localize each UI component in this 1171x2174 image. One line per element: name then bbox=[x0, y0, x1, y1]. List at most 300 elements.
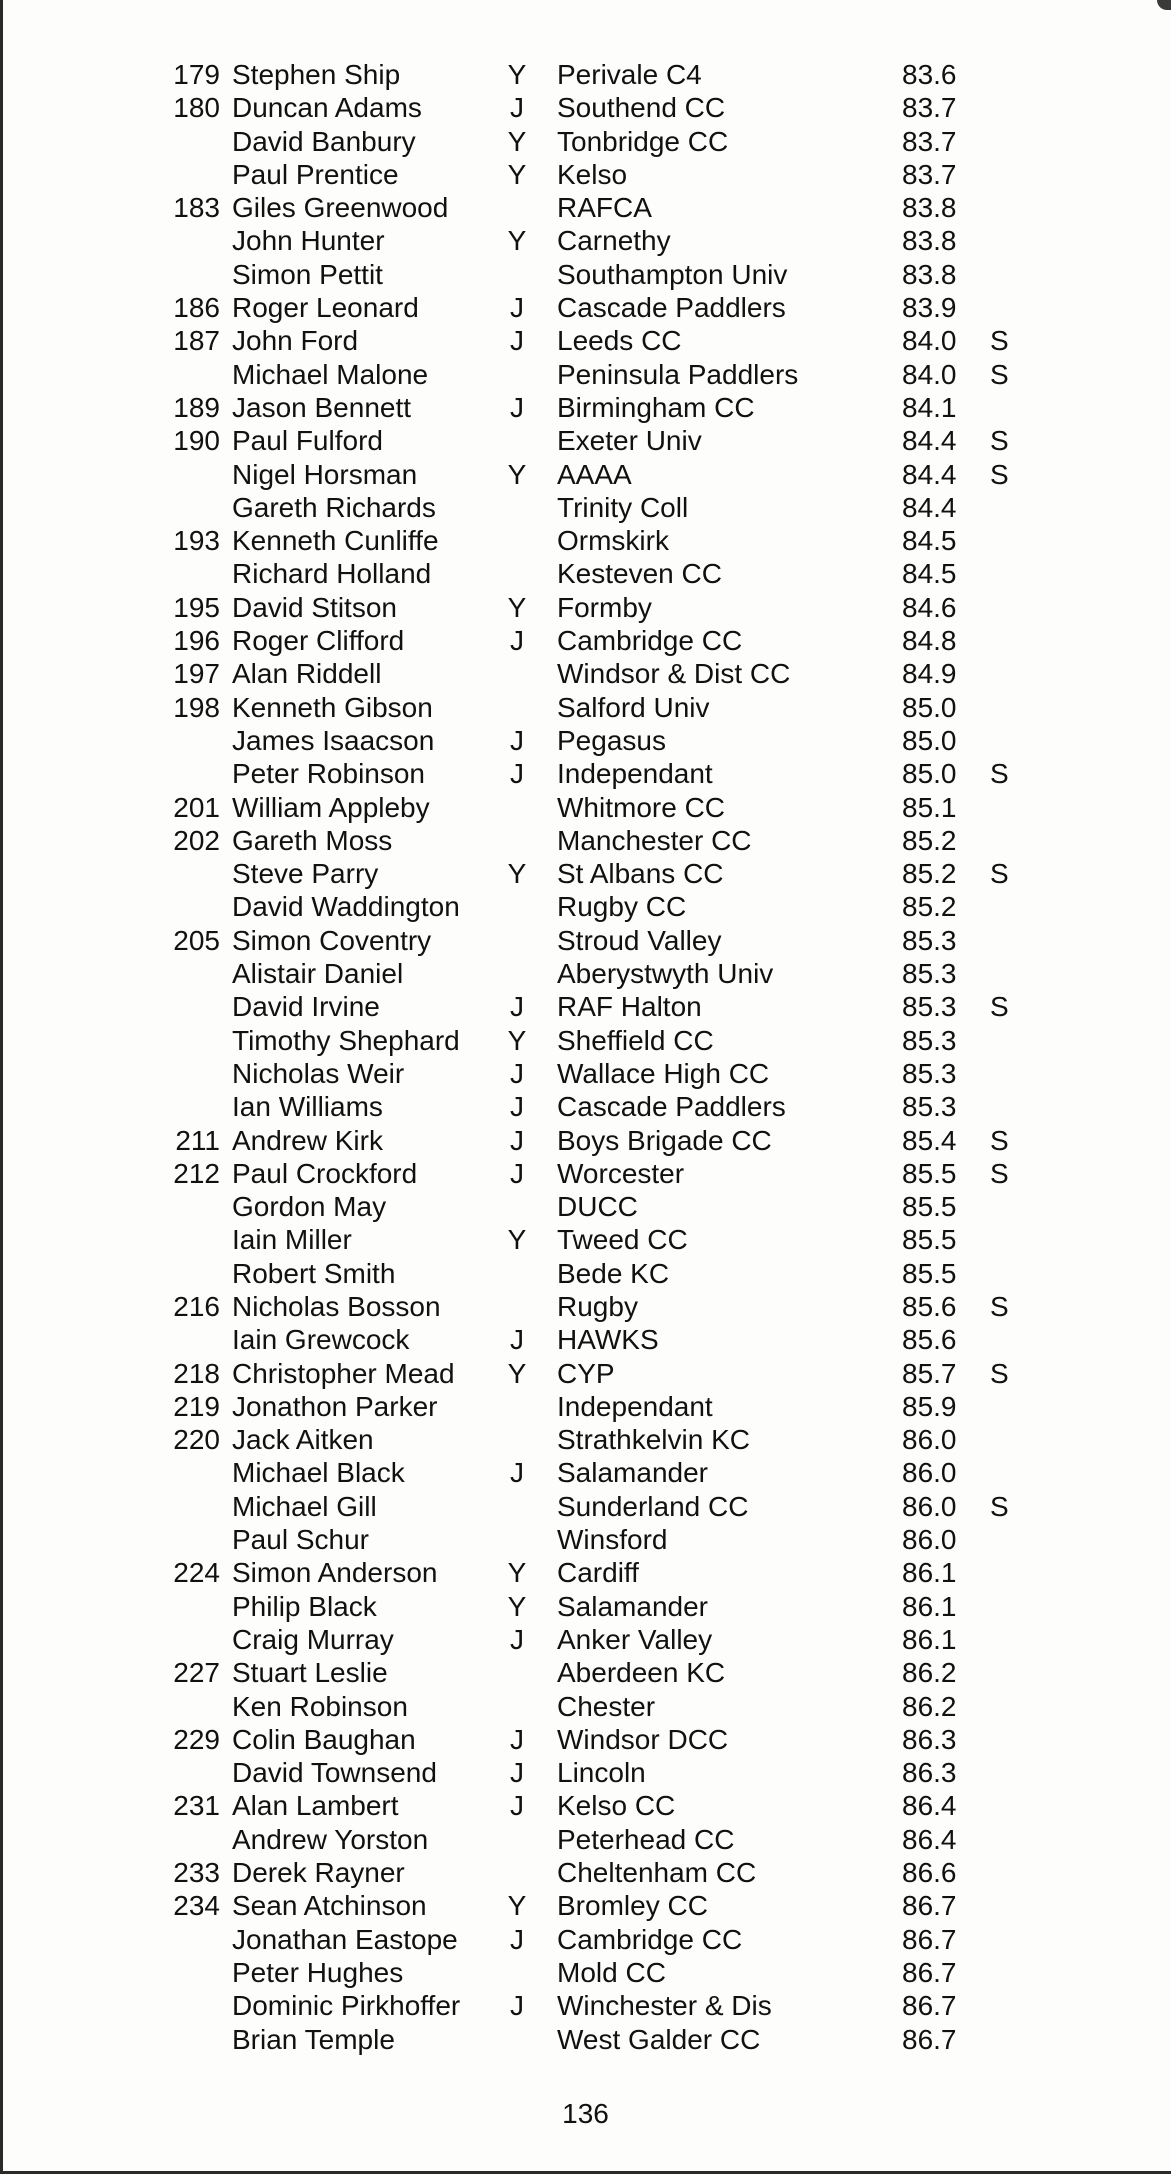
club-name: Whitmore CC bbox=[557, 791, 726, 823]
result-row bbox=[0, 1024, 1171, 1057]
result-row bbox=[0, 1956, 1171, 1989]
club-name: Ormskirk bbox=[557, 525, 669, 557]
result-row bbox=[0, 1390, 1171, 1423]
result-row bbox=[0, 1490, 1171, 1523]
competitor-name: Michael Gill bbox=[232, 1490, 377, 1522]
position: 231 bbox=[173, 1790, 220, 1822]
competitor-name: Ken Robinson bbox=[232, 1690, 408, 1722]
club-name: Boys Brigade CC bbox=[557, 1124, 772, 1156]
club-name: Manchester CC bbox=[557, 824, 752, 856]
position: 211 bbox=[175, 1124, 220, 1156]
result-row bbox=[0, 1690, 1171, 1723]
club-name: Leeds CC bbox=[557, 325, 682, 357]
result-row bbox=[0, 1789, 1171, 1822]
result-flag: S bbox=[990, 858, 1009, 890]
result-row bbox=[0, 524, 1171, 557]
position: 196 bbox=[173, 625, 220, 657]
club-name: Kelso bbox=[557, 158, 628, 190]
result-row bbox=[0, 491, 1171, 524]
competitor-name: Simon Pettit bbox=[232, 258, 383, 290]
club-name: Wallace High CC bbox=[557, 1057, 770, 1089]
result-row bbox=[0, 1656, 1171, 1689]
result-row bbox=[0, 1989, 1171, 2022]
competitor-name: Paul Schur bbox=[232, 1524, 369, 1556]
competitor-name: John Hunter bbox=[232, 225, 385, 257]
competitor-name: Michael Malone bbox=[232, 358, 429, 390]
result-flag: S bbox=[990, 991, 1009, 1023]
result-row bbox=[0, 258, 1171, 291]
result-flag: S bbox=[990, 1290, 1009, 1322]
club-name: Worcester bbox=[557, 1157, 685, 1189]
class-code: J bbox=[510, 92, 524, 124]
result-time: 83.6 bbox=[902, 59, 957, 90]
position: 224 bbox=[173, 1557, 220, 1589]
result-row bbox=[0, 391, 1171, 424]
result-time: 86.4 bbox=[902, 1790, 957, 1822]
competitor-name: Giles Greenwood bbox=[232, 192, 449, 224]
class-code: Y bbox=[507, 1890, 527, 1922]
result-row bbox=[0, 1889, 1171, 1922]
result-time: 86.1 bbox=[902, 1590, 957, 1622]
result-time: 85.5 bbox=[902, 1224, 957, 1256]
result-time: 85.3 bbox=[902, 1091, 957, 1123]
result-row bbox=[0, 1057, 1171, 1090]
result-row bbox=[0, 1756, 1171, 1789]
result-flag: S bbox=[990, 758, 1009, 790]
result-time: 85.0 bbox=[902, 758, 957, 790]
result-row bbox=[0, 358, 1171, 391]
result-time: 85.2 bbox=[902, 858, 957, 890]
competitor-name: Gareth Richards bbox=[232, 491, 436, 523]
club-name: Aberystwyth Univ bbox=[557, 958, 774, 990]
result-time: 86.7 bbox=[902, 1890, 957, 1922]
result-time: 85.3 bbox=[902, 924, 957, 956]
competitor-name: David Waddington bbox=[232, 891, 460, 923]
result-time: 85.5 bbox=[902, 1157, 957, 1189]
result-row bbox=[0, 757, 1171, 790]
club-name: CYP bbox=[557, 1357, 615, 1389]
class-code: Y bbox=[507, 1224, 527, 1256]
competitor-name: David Townsend bbox=[232, 1757, 437, 1789]
class-code: J bbox=[510, 1457, 524, 1489]
competitor-name: Iain Grewcock bbox=[232, 1324, 410, 1356]
result-time: 85.5 bbox=[902, 1191, 957, 1223]
class-code: J bbox=[510, 625, 524, 657]
result-time: 85.0 bbox=[902, 691, 957, 723]
result-row bbox=[0, 957, 1171, 990]
result-time: 84.6 bbox=[902, 591, 957, 623]
position: 216 bbox=[173, 1290, 220, 1322]
position: 234 bbox=[173, 1890, 220, 1922]
position: 189 bbox=[173, 391, 220, 423]
position: 218 bbox=[173, 1357, 220, 1389]
competitor-name: Brian Temple bbox=[232, 2023, 395, 2055]
position: 193 bbox=[173, 525, 220, 557]
result-time: 86.4 bbox=[902, 1823, 957, 1855]
position: 195 bbox=[173, 591, 220, 623]
result-time: 86.7 bbox=[902, 1990, 957, 2022]
page-number: 136 bbox=[562, 2098, 609, 2129]
competitor-name: Gordon May bbox=[232, 1191, 387, 1223]
position: 179 bbox=[173, 59, 220, 90]
position: 202 bbox=[173, 824, 220, 856]
competitor-name: Alistair Daniel bbox=[232, 958, 404, 990]
result-time: 84.1 bbox=[902, 391, 957, 423]
position: 229 bbox=[173, 1723, 220, 1755]
result-time: 86.3 bbox=[902, 1757, 957, 1789]
result-row bbox=[0, 791, 1171, 824]
result-time: 84.4 bbox=[902, 458, 957, 490]
club-name: Winchester & Dis bbox=[557, 1990, 772, 2022]
result-row bbox=[0, 624, 1171, 657]
result-time: 85.6 bbox=[902, 1290, 957, 1322]
result-time: 83.9 bbox=[902, 292, 957, 324]
competitor-name: Simon Anderson bbox=[232, 1557, 438, 1589]
club-name: Trinity Coll bbox=[557, 491, 689, 523]
competitor-name: Iain Miller bbox=[232, 1224, 352, 1256]
result-flag: S bbox=[990, 325, 1009, 357]
competitor-name: Jack Aitken bbox=[232, 1424, 374, 1456]
result-row bbox=[0, 125, 1171, 158]
competitor-name: Nigel Horsman bbox=[232, 458, 418, 490]
result-time: 86.7 bbox=[902, 1956, 957, 1988]
result-time: 85.9 bbox=[902, 1390, 957, 1422]
position: 187 bbox=[173, 325, 220, 357]
club-name: Lincoln bbox=[557, 1757, 646, 1789]
result-row bbox=[0, 857, 1171, 890]
result-time: 83.7 bbox=[902, 158, 957, 190]
competitor-name: Gareth Moss bbox=[232, 824, 393, 856]
result-row bbox=[0, 890, 1171, 923]
club-name: Windsor & Dist CC bbox=[557, 658, 791, 690]
club-name: West Galder CC bbox=[557, 2023, 761, 2055]
club-name: St Albans CC bbox=[557, 858, 724, 890]
result-time: 86.1 bbox=[902, 1557, 957, 1589]
result-time: 83.7 bbox=[902, 125, 957, 157]
club-name: Cardiff bbox=[557, 1557, 639, 1589]
result-time: 85.2 bbox=[902, 891, 957, 923]
club-name: Bede KC bbox=[557, 1257, 670, 1289]
club-name: DUCC bbox=[557, 1191, 638, 1223]
competitor-name: David Banbury bbox=[232, 125, 416, 157]
competitor-name: Timothy Shephard bbox=[232, 1024, 460, 1056]
result-time: 85.7 bbox=[902, 1357, 957, 1389]
club-name: Cascade Paddlers bbox=[557, 292, 786, 324]
club-name: Salamander bbox=[557, 1457, 708, 1489]
class-code: Y bbox=[507, 458, 527, 490]
competitor-name: Dominic Pirkhoffer bbox=[232, 1990, 461, 2022]
result-row bbox=[0, 1090, 1171, 1123]
result-flag: S bbox=[990, 1124, 1009, 1156]
class-code: Y bbox=[507, 591, 527, 623]
result-time: 86.3 bbox=[902, 1723, 957, 1755]
club-name: Kesteven CC bbox=[557, 558, 722, 590]
result-row bbox=[0, 224, 1171, 257]
club-name: Salford Univ bbox=[557, 691, 710, 723]
result-time: 85.3 bbox=[902, 1024, 957, 1056]
result-time: 86.0 bbox=[902, 1457, 957, 1489]
result-row bbox=[0, 1590, 1171, 1623]
class-code: Y bbox=[507, 1557, 527, 1589]
club-name: Sheffield CC bbox=[557, 1024, 714, 1056]
competitor-name: Andrew Kirk bbox=[232, 1124, 383, 1156]
result-time: 86.0 bbox=[902, 1524, 957, 1556]
competitor-name: Jonathan Eastope bbox=[232, 1923, 458, 1955]
result-time: 83.8 bbox=[902, 258, 957, 290]
club-name: Carnethy bbox=[557, 225, 671, 257]
result-row bbox=[0, 58, 1171, 91]
result-flag: S bbox=[990, 1357, 1009, 1389]
position: 219 bbox=[173, 1390, 220, 1422]
result-row bbox=[0, 1856, 1171, 1889]
result-time: 86.7 bbox=[902, 2023, 957, 2055]
class-code: J bbox=[510, 724, 524, 756]
class-code: J bbox=[510, 1623, 524, 1655]
result-time: 85.6 bbox=[902, 1324, 957, 1356]
result-time: 83.8 bbox=[902, 192, 957, 224]
competitor-name: John Ford bbox=[232, 325, 359, 357]
club-name: Independant bbox=[557, 758, 713, 790]
class-code: J bbox=[510, 391, 524, 423]
club-name: AAAA bbox=[557, 458, 632, 490]
club-name: Pegasus bbox=[557, 724, 666, 756]
competitor-name: Richard Holland bbox=[232, 558, 432, 590]
club-name: Rugby CC bbox=[557, 891, 687, 923]
competitor-name: Jason Bennett bbox=[232, 391, 412, 423]
position: 198 bbox=[173, 691, 220, 723]
result-time: 84.0 bbox=[902, 325, 957, 357]
result-time: 84.0 bbox=[902, 358, 957, 390]
result-time: 84.5 bbox=[902, 558, 957, 590]
class-code: Y bbox=[507, 158, 527, 190]
competitor-name: Craig Murray bbox=[232, 1623, 394, 1655]
results-list bbox=[0, 58, 1171, 2056]
result-row bbox=[0, 291, 1171, 324]
competitor-name: Paul Fulford bbox=[232, 425, 383, 457]
result-row bbox=[0, 1556, 1171, 1589]
result-row bbox=[0, 1257, 1171, 1290]
competitor-name: Kenneth Gibson bbox=[232, 691, 433, 723]
result-time: 86.0 bbox=[902, 1424, 957, 1456]
class-code: Y bbox=[507, 125, 527, 157]
class-code: J bbox=[510, 1790, 524, 1822]
competitor-name: David Irvine bbox=[232, 991, 380, 1023]
result-row bbox=[0, 691, 1171, 724]
club-name: Windsor DCC bbox=[557, 1723, 729, 1755]
club-name: Peterhead CC bbox=[557, 1823, 735, 1855]
competitor-name: Alan Lambert bbox=[232, 1790, 399, 1822]
result-row bbox=[0, 1357, 1171, 1390]
club-name: Formby bbox=[557, 591, 652, 623]
result-row bbox=[0, 324, 1171, 357]
result-time: 86.2 bbox=[902, 1690, 957, 1722]
result-time: 85.1 bbox=[902, 791, 957, 823]
competitor-name: Paul Prentice bbox=[232, 158, 399, 190]
club-name: Kelso CC bbox=[557, 1790, 676, 1822]
result-row bbox=[0, 191, 1171, 224]
club-name: RAF Halton bbox=[557, 991, 702, 1023]
result-time: 85.0 bbox=[902, 724, 957, 756]
position: 220 bbox=[173, 1424, 220, 1456]
result-row bbox=[0, 1823, 1171, 1856]
competitor-name: Andrew Yorston bbox=[232, 1823, 429, 1855]
competitor-name: Paul Crockford bbox=[232, 1157, 418, 1189]
result-time: 84.4 bbox=[902, 425, 957, 457]
result-row bbox=[0, 1157, 1171, 1190]
club-name: Tonbridge CC bbox=[557, 125, 729, 157]
position: 190 bbox=[173, 425, 220, 457]
club-name: Exeter Univ bbox=[557, 425, 702, 457]
club-name: Tweed CC bbox=[557, 1224, 688, 1256]
club-name: Cheltenham CC bbox=[557, 1857, 757, 1889]
position: 183 bbox=[173, 192, 220, 224]
class-code: Y bbox=[507, 59, 527, 90]
competitor-name: Peter Hughes bbox=[232, 1956, 404, 1988]
result-row bbox=[0, 1523, 1171, 1556]
competitor-name: Roger Leonard bbox=[232, 292, 419, 324]
competitor-name: Colin Baughan bbox=[232, 1723, 416, 1755]
competitor-name: Sean Atchinson bbox=[232, 1890, 427, 1922]
result-time: 85.4 bbox=[902, 1124, 957, 1156]
result-row bbox=[0, 1223, 1171, 1256]
club-name: Southend CC bbox=[557, 92, 726, 124]
result-row bbox=[0, 824, 1171, 857]
club-name: Peninsula Paddlers bbox=[557, 358, 799, 390]
result-row bbox=[0, 1323, 1171, 1356]
result-time: 84.4 bbox=[902, 491, 957, 523]
club-name: Salamander bbox=[557, 1590, 708, 1622]
result-row bbox=[0, 924, 1171, 957]
class-code: J bbox=[510, 1324, 524, 1356]
competitor-name: Robert Smith bbox=[232, 1257, 396, 1289]
result-flag: S bbox=[990, 1490, 1009, 1522]
club-name: Mold CC bbox=[557, 1956, 666, 1988]
result-row bbox=[0, 657, 1171, 690]
class-code: Y bbox=[507, 1357, 527, 1389]
position: 212 bbox=[173, 1157, 220, 1189]
position: 205 bbox=[173, 924, 220, 956]
result-row bbox=[0, 1623, 1171, 1656]
class-code: J bbox=[510, 991, 524, 1023]
position: 180 bbox=[173, 92, 220, 124]
competitor-name: Derek Rayner bbox=[232, 1857, 405, 1889]
result-time: 83.8 bbox=[902, 225, 957, 257]
competitor-name: Kenneth Cunliffe bbox=[232, 525, 439, 557]
result-time: 85.3 bbox=[902, 1057, 957, 1089]
class-code: J bbox=[510, 758, 524, 790]
result-row bbox=[0, 557, 1171, 590]
position: 186 bbox=[173, 292, 220, 324]
result-row bbox=[0, 990, 1171, 1023]
competitor-name: Jonathon Parker bbox=[232, 1390, 438, 1422]
club-name: Strathkelvin KC bbox=[557, 1424, 750, 1456]
position: 197 bbox=[173, 658, 220, 690]
class-code: J bbox=[510, 325, 524, 357]
position: 227 bbox=[173, 1657, 220, 1689]
result-time: 85.3 bbox=[902, 991, 957, 1023]
result-row bbox=[0, 1190, 1171, 1223]
class-code: J bbox=[510, 1124, 524, 1156]
club-name: Stroud Valley bbox=[557, 924, 722, 956]
result-time: 83.7 bbox=[902, 92, 957, 124]
result-time: 85.5 bbox=[902, 1257, 957, 1289]
result-time: 84.5 bbox=[902, 525, 957, 557]
class-code: J bbox=[510, 1990, 524, 2022]
page-corner-mark bbox=[1157, 0, 1171, 10]
class-code: Y bbox=[507, 225, 527, 257]
class-code: J bbox=[510, 1091, 524, 1123]
result-time: 86.6 bbox=[902, 1857, 957, 1889]
result-time: 86.0 bbox=[902, 1490, 957, 1522]
club-name: Cambridge CC bbox=[557, 1923, 743, 1955]
competitor-name: Stuart Leslie bbox=[232, 1657, 388, 1689]
result-time: 85.3 bbox=[902, 958, 957, 990]
competitor-name: Christopher Mead bbox=[232, 1357, 455, 1389]
result-row bbox=[0, 91, 1171, 124]
position: 233 bbox=[173, 1857, 220, 1889]
club-name: Cascade Paddlers bbox=[557, 1091, 786, 1123]
club-name: Southampton Univ bbox=[557, 258, 788, 290]
result-row bbox=[0, 424, 1171, 457]
competitor-name: Roger Clifford bbox=[232, 625, 405, 657]
club-name: Birmingham CC bbox=[557, 391, 755, 423]
class-code: Y bbox=[507, 858, 527, 890]
result-time: 84.9 bbox=[902, 658, 957, 690]
club-name: Sunderland CC bbox=[557, 1490, 749, 1522]
result-time: 86.2 bbox=[902, 1657, 957, 1689]
result-time: 86.1 bbox=[902, 1623, 957, 1655]
result-flag: S bbox=[990, 425, 1009, 457]
result-flag: S bbox=[990, 458, 1009, 490]
club-name: RAFCA bbox=[557, 192, 652, 224]
result-row bbox=[0, 1723, 1171, 1756]
result-flag: S bbox=[990, 358, 1009, 390]
competitor-name: Peter Robinson bbox=[232, 758, 426, 790]
competitor-name: Michael Black bbox=[232, 1457, 405, 1489]
competitor-name: Alan Riddell bbox=[232, 658, 382, 690]
competitor-name: Philip Black bbox=[232, 1590, 377, 1622]
club-name: Independant bbox=[557, 1390, 713, 1422]
class-code: J bbox=[510, 1923, 524, 1955]
result-row bbox=[0, 1923, 1171, 1956]
result-row bbox=[0, 458, 1171, 491]
competitor-name: William Appleby bbox=[232, 791, 430, 823]
club-name: Winsford bbox=[557, 1524, 668, 1556]
result-row bbox=[0, 1423, 1171, 1456]
club-name: Chester bbox=[557, 1690, 656, 1722]
result-time: 84.8 bbox=[902, 625, 957, 657]
class-code: Y bbox=[507, 1590, 527, 1622]
result-row bbox=[0, 591, 1171, 624]
class-code: J bbox=[510, 292, 524, 324]
competitor-name: David Stitson bbox=[232, 591, 397, 623]
competitor-name: Nicholas Bosson bbox=[232, 1290, 441, 1322]
competitor-name: Steve Parry bbox=[232, 858, 379, 890]
club-name: Bromley CC bbox=[557, 1890, 708, 1922]
club-name: HAWKS bbox=[557, 1324, 659, 1356]
club-name: Anker Valley bbox=[557, 1623, 713, 1655]
result-time: 85.2 bbox=[902, 824, 957, 856]
result-time: 86.7 bbox=[902, 1923, 957, 1955]
result-row bbox=[0, 2023, 1171, 2056]
competitor-name: Ian Williams bbox=[232, 1091, 383, 1123]
competitor-name: Duncan Adams bbox=[232, 92, 422, 124]
class-code: Y bbox=[507, 1024, 527, 1056]
club-name: Aberdeen KC bbox=[557, 1657, 726, 1689]
result-row bbox=[0, 1290, 1171, 1323]
competitor-name: Stephen Ship bbox=[232, 59, 401, 90]
club-name: Cambridge CC bbox=[557, 625, 743, 657]
